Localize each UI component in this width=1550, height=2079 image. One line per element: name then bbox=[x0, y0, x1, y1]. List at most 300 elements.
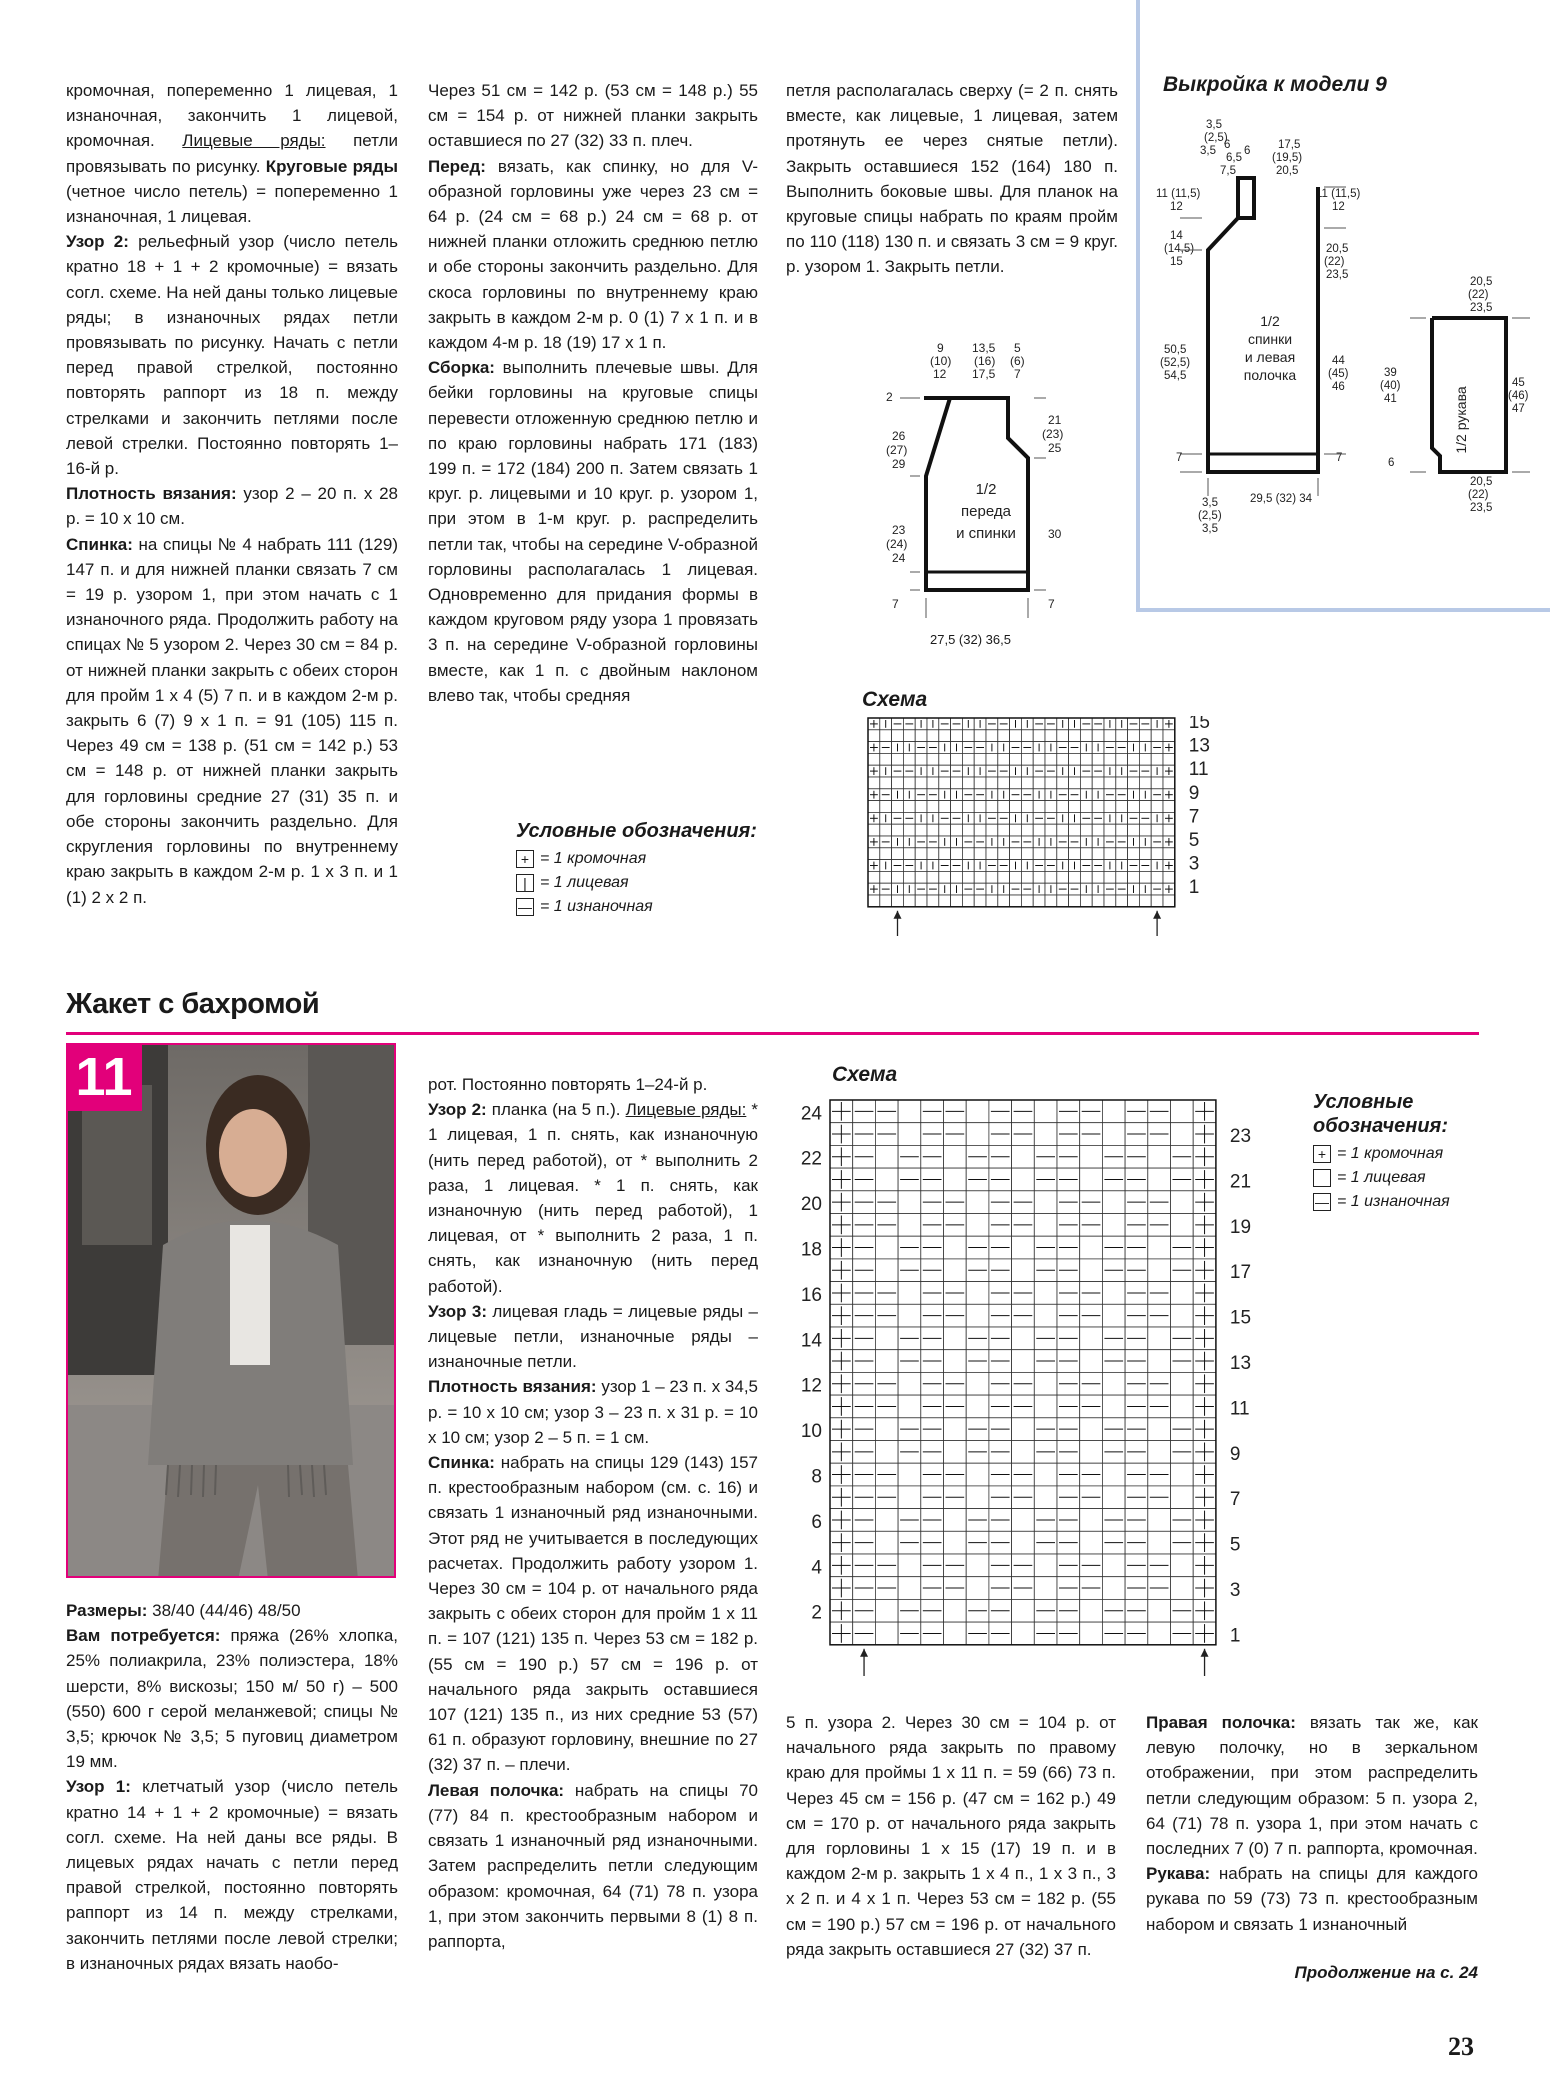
paragraph bbox=[786, 1710, 1116, 1962]
chart-cell bbox=[1010, 753, 1022, 765]
chart-cell bbox=[1057, 730, 1069, 742]
dim-label: (27) bbox=[886, 443, 908, 457]
chart-cell bbox=[1057, 848, 1069, 860]
dim-label: (23) bbox=[1042, 427, 1064, 441]
chart-cell bbox=[880, 848, 892, 860]
row-number: 21 bbox=[1229, 1171, 1252, 1193]
chart-cell bbox=[915, 777, 927, 789]
paragraph bbox=[1146, 1710, 1478, 1861]
dim-label: (2,5) bbox=[1204, 132, 1228, 144]
chart-cell bbox=[1148, 1531, 1171, 1554]
chart-cell bbox=[1069, 777, 1081, 789]
chart-cell bbox=[927, 730, 939, 742]
chart-cell bbox=[1010, 801, 1022, 813]
chart-cell bbox=[951, 730, 963, 742]
pattern-diagram bbox=[1140, 110, 1546, 550]
chart-cell bbox=[1171, 1100, 1194, 1123]
chart-cell bbox=[1010, 848, 1022, 860]
chart-cell bbox=[986, 871, 998, 883]
chart-cell bbox=[1069, 824, 1081, 836]
chart-cell bbox=[898, 1577, 921, 1600]
dim-label: 13,5 bbox=[972, 341, 996, 355]
legend-row-edge bbox=[516, 847, 757, 871]
chart-cell bbox=[898, 1282, 921, 1305]
chart-cell bbox=[1139, 777, 1151, 789]
chart-cell bbox=[1104, 824, 1116, 836]
piece-label: 1/2 bbox=[975, 481, 997, 498]
legend-row-knit bbox=[1313, 1166, 1493, 1190]
dim-label: 3,5 bbox=[1202, 523, 1218, 535]
chart-cell bbox=[1104, 848, 1116, 860]
chart-cell bbox=[1021, 848, 1033, 860]
chart-cell bbox=[1034, 1191, 1057, 1214]
piece-label: переда bbox=[961, 503, 1011, 520]
chart-cell bbox=[1116, 871, 1128, 883]
chart-cell bbox=[1104, 730, 1116, 742]
chart-cell bbox=[962, 730, 974, 742]
chart-cell bbox=[1033, 801, 1045, 813]
chart-cell bbox=[1057, 895, 1069, 907]
top-legend bbox=[516, 820, 757, 919]
chart-cell bbox=[1010, 730, 1022, 742]
chart-cell bbox=[1163, 871, 1175, 883]
chart-cell bbox=[927, 753, 939, 765]
chart-cell bbox=[944, 1327, 967, 1350]
chart-cell bbox=[966, 1191, 989, 1214]
chart-cell bbox=[1148, 1441, 1171, 1464]
chart-cell bbox=[986, 730, 998, 742]
repeat-arrow-head bbox=[1153, 911, 1161, 919]
chart-cell bbox=[1139, 730, 1151, 742]
chart-cell bbox=[1148, 1327, 1171, 1350]
chart-cell bbox=[1069, 871, 1081, 883]
chart-cell bbox=[927, 848, 939, 860]
chart-cell bbox=[1148, 1509, 1171, 1532]
legend-label: = 1 изнаночная bbox=[540, 898, 653, 915]
paragraph bbox=[428, 1097, 758, 1299]
chart-cell bbox=[986, 824, 998, 836]
text-run: вязать, как спинку, но для V-образной горловины уже через 23 см = 64 р. (24 см = 68 р.) 24 см = 68 р. от нижней планки отложить среднюю петлю и обе стороны закончить раздельно. Для скоса горловины по внутреннему краю закрыть в каждом 2-м р. 0 (1) 7 x 1 п. и в каждом 4-м р. 18 (19) 17 x 1 п. bbox=[428, 156, 758, 353]
chart-cell bbox=[898, 1554, 921, 1577]
row-number: 15 bbox=[1188, 716, 1210, 734]
bold-run: Узор 2: bbox=[428, 1100, 487, 1120]
piece-label: и левая bbox=[1244, 349, 1296, 365]
chart-cell bbox=[1171, 1554, 1194, 1577]
chart-cell bbox=[1012, 1531, 1035, 1554]
chart-cell bbox=[1139, 753, 1151, 765]
chart-cell bbox=[1171, 1214, 1194, 1237]
bold-run: Перед: bbox=[428, 156, 486, 176]
dim-label: 30 bbox=[1048, 527, 1062, 541]
chart-cell bbox=[892, 895, 904, 907]
chart-cell bbox=[1010, 824, 1022, 836]
chart-cell bbox=[1034, 1214, 1057, 1237]
chart-cell bbox=[1021, 871, 1033, 883]
chart-cell bbox=[1080, 1168, 1103, 1191]
chart-cell bbox=[1148, 1599, 1171, 1622]
chart-cell bbox=[951, 777, 963, 789]
chart-cell bbox=[1080, 1418, 1103, 1441]
chart-cell bbox=[1128, 895, 1140, 907]
chart-cell bbox=[1080, 1622, 1103, 1645]
top-scheme-title: Схема bbox=[862, 688, 928, 711]
row-number: 22 bbox=[800, 1148, 822, 1170]
chart-cell bbox=[1080, 871, 1092, 883]
chart-cell bbox=[998, 848, 1010, 860]
row-number: 11 bbox=[1188, 759, 1209, 781]
chart-cell bbox=[1080, 1259, 1103, 1282]
chart-cell bbox=[998, 871, 1010, 883]
row-number: 17 bbox=[1229, 1262, 1252, 1284]
chart-cell bbox=[875, 1259, 898, 1282]
chart-cell bbox=[974, 848, 986, 860]
row-number: 4 bbox=[811, 1557, 822, 1579]
chart-cell bbox=[1021, 777, 1033, 789]
paragraph bbox=[428, 78, 758, 154]
chart-cell bbox=[1148, 1236, 1171, 1259]
chart-cell bbox=[1163, 777, 1175, 789]
paragraph bbox=[428, 1072, 758, 1097]
chart-cell bbox=[915, 801, 927, 813]
chart-cell bbox=[966, 1395, 989, 1418]
row-number: 20 bbox=[800, 1194, 822, 1216]
chart-cell bbox=[1080, 1236, 1103, 1259]
dim-label: (16) bbox=[974, 354, 996, 368]
chart-cell bbox=[1116, 753, 1128, 765]
chart-cell bbox=[915, 730, 927, 742]
edge-stitch-icon: + bbox=[516, 850, 534, 868]
chart-cell bbox=[1092, 824, 1104, 836]
chart-cell bbox=[1128, 848, 1140, 860]
chart-cell bbox=[966, 1554, 989, 1577]
top-text-col-2 bbox=[428, 78, 758, 708]
row-number: 19 bbox=[1229, 1216, 1252, 1238]
bold-run: Узор 3: bbox=[428, 1301, 487, 1321]
chart-cell bbox=[1034, 1282, 1057, 1305]
chart-cell bbox=[1021, 824, 1033, 836]
dim-label: 7 bbox=[1014, 367, 1021, 381]
chart-cell bbox=[1080, 801, 1092, 813]
bold-run: Правая полочка: bbox=[1146, 1713, 1296, 1732]
row-number: 9 bbox=[1188, 782, 1200, 804]
chart-cell bbox=[966, 1214, 989, 1237]
chart-cell bbox=[868, 777, 880, 789]
chart-cell bbox=[1116, 777, 1128, 789]
chart-cell bbox=[1104, 801, 1116, 813]
dim-label: 7 bbox=[1048, 597, 1055, 611]
chart-cell bbox=[1128, 824, 1140, 836]
bold-run: Плотность вязания: bbox=[66, 484, 237, 504]
dim-label: 25 bbox=[1048, 441, 1062, 455]
chart-cell bbox=[1012, 1145, 1035, 1168]
chart-cell bbox=[1102, 1191, 1125, 1214]
knit-stitch-icon: | bbox=[516, 874, 534, 892]
chart-cell bbox=[1171, 1463, 1194, 1486]
photo-image bbox=[68, 1045, 396, 1578]
repeat-arrow-head bbox=[1201, 1649, 1209, 1657]
dim-label: 6 bbox=[1224, 139, 1231, 151]
chart-cell bbox=[898, 1372, 921, 1395]
bottom-scheme-grid bbox=[790, 1096, 1270, 1676]
bold-run: Рукава: bbox=[1146, 1864, 1211, 1884]
text-run: набрать на спицы 70 (77) 84 п. крестообразным набором и связать 1 изнаночный ряд изнаночными. Затем распределить петли следующим образом: кромочная, 64 (71) 78 п. узора 1, при этом закончить первыми 8 (1) 8 п. раппорта, bbox=[428, 1780, 758, 1951]
text-run: Через 51 см = 142 р. (53 см = 148 р.) 55 см = 154 р. от нижней планки закрыть оставшиеся по 27 (32) 33 п. плеч. bbox=[428, 81, 758, 151]
chart-cell bbox=[927, 895, 939, 907]
chart-cell bbox=[998, 824, 1010, 836]
chart-cell bbox=[1080, 1509, 1103, 1532]
chart-cell bbox=[898, 1395, 921, 1418]
chart-cell bbox=[1034, 1304, 1057, 1327]
chart-cell bbox=[1171, 1372, 1194, 1395]
chart-cell bbox=[1069, 895, 1081, 907]
chart-cell bbox=[962, 848, 974, 860]
bottom-text-col-4 bbox=[1146, 1710, 1478, 1937]
chart-cell bbox=[1151, 824, 1163, 836]
dim-label: 23,5 bbox=[1470, 302, 1493, 314]
chart-cell bbox=[903, 871, 915, 883]
paragraph bbox=[66, 1623, 398, 1774]
piece-label: полочка bbox=[1243, 367, 1297, 383]
chart-cell bbox=[944, 1509, 967, 1532]
chart-cell bbox=[1045, 753, 1057, 765]
chart-cell bbox=[1151, 730, 1163, 742]
chart-cell bbox=[1092, 871, 1104, 883]
chart-cell bbox=[892, 730, 904, 742]
front-back-diagram bbox=[870, 340, 1090, 620]
dim-label: 11 (11,5) bbox=[1316, 188, 1361, 200]
chart-cell bbox=[1080, 730, 1092, 742]
text-run: рот. Постоянно повторять 1–24-й р. bbox=[428, 1075, 708, 1094]
chart-cell bbox=[962, 824, 974, 836]
dim-label: 12 bbox=[1170, 201, 1183, 213]
chart-cell bbox=[915, 848, 927, 860]
dim-label: 7 bbox=[892, 597, 899, 611]
bottom-legend-title: Условные обозначения: bbox=[1313, 1091, 1448, 1137]
chart-cell bbox=[903, 777, 915, 789]
row-number: 7 bbox=[1188, 806, 1200, 828]
chart-cell bbox=[875, 1327, 898, 1350]
paragraph bbox=[428, 355, 758, 708]
chart-cell bbox=[927, 871, 939, 883]
bold-run: Узор 2: bbox=[66, 232, 129, 252]
dim-label: (45) bbox=[1328, 368, 1349, 380]
row-number: 23 bbox=[1229, 1125, 1252, 1147]
chart-cell bbox=[1034, 1372, 1057, 1395]
chart-cell bbox=[892, 753, 904, 765]
chart-cell bbox=[1139, 895, 1151, 907]
chart-cell bbox=[892, 801, 904, 813]
chart-cell bbox=[966, 1577, 989, 1600]
chart-cell bbox=[1045, 801, 1057, 813]
chart-cell bbox=[1069, 753, 1081, 765]
chart-cell bbox=[927, 801, 939, 813]
chart-cell bbox=[1102, 1554, 1125, 1577]
dim-label: (19,5) bbox=[1272, 152, 1303, 164]
chart-cell bbox=[875, 1418, 898, 1441]
chart-cell bbox=[1128, 777, 1140, 789]
chart-cell bbox=[944, 1350, 967, 1373]
text-run: 5 п. узора 2. Через 30 см = 104 р. от начального ряда закрыть по правому краю для проймы 1 x 11 п. = 59 (66) 73 п. Через 45 см = 156 р. (47 см = 162 р.) 49 см = 170 р. от начального ряда закрыть для горловины 1 x 15 (17) 19 п. и в каждом 2-м р. закрыть 1 x 4 п., 1 x 3 п., 3 x 2 п. и 4 x 1 п. Через 53 см = 182 р. (55 см = 190 р.) 57 см = 196 р. от начального ряда закрыть оставшиеся 27 (32) 37 п. bbox=[786, 1713, 1116, 1959]
text-run: рельефный узор (число петель кратно 18 + 1 + 2 кромочные) = вязать согл. схеме. На ней даны только лицевые ряды; в изнаночных рядах петли провязывать по рисунку. Начать с петли перед правой стрелкой, постоянно повторять раппорт из 18 п. между стрелками и закончить петлями после левой стрелки. Постоянно повторять 1–16-й р. bbox=[66, 232, 398, 479]
chart-cell bbox=[915, 824, 927, 836]
dim-label: 12 bbox=[1332, 201, 1345, 213]
legend-label: = 1 изнаночная bbox=[1337, 1193, 1450, 1210]
chart-cell bbox=[1080, 777, 1092, 789]
chart-cell bbox=[1033, 848, 1045, 860]
chart-cell bbox=[880, 895, 892, 907]
chart-cell bbox=[875, 1236, 898, 1259]
chart-cell bbox=[1045, 895, 1057, 907]
piece-label: и спинки bbox=[956, 525, 1016, 542]
chart-cell bbox=[966, 1123, 989, 1146]
dim-label: (22) bbox=[1468, 289, 1489, 301]
chart-cell bbox=[998, 753, 1010, 765]
chart-cell bbox=[1012, 1259, 1035, 1282]
bottom-scheme-title: Схема bbox=[832, 1063, 898, 1086]
chart-cell bbox=[903, 801, 915, 813]
text-run: кромочная, попеременно 1 лицевая, 1 изнаночная, закончить 1 лицевой, кромочная. bbox=[66, 81, 398, 151]
chart-cell bbox=[1092, 730, 1104, 742]
dim-label: 9 bbox=[937, 341, 944, 355]
dim-label: 20,5 bbox=[1470, 476, 1493, 488]
chart-cell bbox=[1163, 730, 1175, 742]
text-run: петли провязывать по рисунку. bbox=[66, 131, 398, 176]
chart-cell bbox=[1045, 730, 1057, 742]
chart-cell bbox=[1171, 1282, 1194, 1305]
chart-cell bbox=[962, 871, 974, 883]
chart-cell bbox=[974, 871, 986, 883]
chart-cell bbox=[974, 777, 986, 789]
text-run: на спицы № 4 набрать 111 (129) 147 п. и для нижней планки связать 7 см = 19 р. узором 1, при этом начать с 1 изнаночного ряда. Продолжить работу на спицах № 5 узором 2. Через 30 см = 84 р. от нижней планки закрыть с обеих сторон для пройм 1 x 4 (5) 7 п. и в каждом 2-м р. закрыть 6 (7) 9 x 1 п. = 91 (105) 115 п. Через 49 см = 138 р. (51 см = 142 р.) 53 см = 148 р. от нижней планки закрыть для горловины средние 27 (31) 35 п. и обе стороны закончить раздельно. Для скругления горловины по внутреннему краю закрыть в каждом 2-м р. 1 x 3 п. и 1 (1) 2 x 2 п. bbox=[66, 534, 398, 907]
dim-label: 23,5 bbox=[1470, 502, 1493, 514]
row-number: 10 bbox=[800, 1421, 822, 1443]
chart-cell bbox=[1034, 1463, 1057, 1486]
dim-label: 54,5 bbox=[1164, 370, 1187, 382]
chart-cell bbox=[875, 1599, 898, 1622]
row-number: 6 bbox=[811, 1511, 822, 1533]
chart-cell bbox=[1171, 1123, 1194, 1146]
chart-cell bbox=[944, 1145, 967, 1168]
paragraph bbox=[1146, 1861, 1478, 1937]
chart-cell bbox=[1151, 895, 1163, 907]
chart-cell bbox=[1104, 871, 1116, 883]
chart-cell bbox=[1151, 801, 1163, 813]
chart-cell bbox=[1163, 824, 1175, 836]
dim-label: 29,5 (32) 34 bbox=[1250, 493, 1313, 505]
chart-cell bbox=[915, 895, 927, 907]
chart-cell bbox=[1010, 871, 1022, 883]
chart-cell bbox=[880, 871, 892, 883]
chart-cell bbox=[880, 777, 892, 789]
paragraph bbox=[66, 481, 398, 531]
chart-cell bbox=[1012, 1327, 1035, 1350]
chart-cell bbox=[1102, 1100, 1125, 1123]
top-scheme-grid bbox=[862, 716, 1272, 936]
chart-cell bbox=[903, 848, 915, 860]
chart-cell bbox=[1102, 1282, 1125, 1305]
dim-label: 12 bbox=[933, 367, 947, 381]
chart-cell bbox=[986, 777, 998, 789]
dim-label: 6 bbox=[1244, 145, 1251, 157]
chart-cell bbox=[1021, 895, 1033, 907]
dim-label: 23,5 bbox=[1326, 269, 1349, 281]
chart-cell bbox=[966, 1486, 989, 1509]
chart-cell bbox=[1080, 1441, 1103, 1464]
chart-cell bbox=[1104, 753, 1116, 765]
dim-label: 24 bbox=[892, 551, 906, 565]
chart-cell bbox=[880, 824, 892, 836]
dim-label: 7,5 bbox=[1220, 165, 1236, 177]
dim-label: 6 bbox=[1388, 457, 1395, 469]
chart-cell bbox=[1139, 801, 1151, 813]
dim-label: (46) bbox=[1508, 390, 1529, 402]
dim-label: 20,5 bbox=[1276, 165, 1299, 177]
text-run: набрать на спицы 129 (143) 157 п. крестообразным набором (см. с. 16) и связать 1 изнаночный ряд изнаночными. Этот ряд не учитывается в последующих расчетах. Продолжить работу узором 1. Через 30 см = 104 р. от начального ряда закрыть с обеих сторон для пройм 1 x 11 п. = 107 (121) 135 п. Через 53 см = 182 р. (55 см = 190 р.) 57 см = 196 р. от начального ряда закрыть оставшиеся 107 (121) 135 п., из них средние 53 (57) 61 п. образуют горловину, внешние по 27 (32) 37 п. – плечи. bbox=[428, 1453, 758, 1775]
piece-label: 1/2 bbox=[1260, 313, 1280, 329]
chart-cell bbox=[986, 848, 998, 860]
chart-cell bbox=[974, 753, 986, 765]
text-run: * 1 лицевая, 1 п. снять, как изнаночную (нить перед работой), от * выполнить 2 раза, 1 лицевая. * 1 п. снять, как изнаночную (нить перед работой), 1 лицевая, от * выполнить 2 раза, 1 п. снять, как изнаночную (нить перед работой). bbox=[428, 1100, 759, 1296]
chart-cell bbox=[944, 1531, 967, 1554]
bottom-text-col-3 bbox=[786, 1710, 1116, 1962]
chart-cell bbox=[944, 1418, 967, 1441]
dim-label: 11 (11,5) bbox=[1156, 188, 1201, 200]
dim-label: 26 bbox=[892, 429, 906, 443]
chart-cell bbox=[1080, 1531, 1103, 1554]
legend-row-purl bbox=[516, 895, 757, 919]
chart-cell bbox=[939, 871, 951, 883]
dim-label: 3,5 bbox=[1206, 119, 1222, 131]
sleeve-label: 1/2 рукава bbox=[1453, 386, 1469, 454]
paragraph bbox=[428, 1374, 758, 1450]
pattern-title: Выкройка к модели 9 bbox=[1163, 73, 1387, 96]
dim-label: 50,5 bbox=[1164, 344, 1187, 356]
chart-cell bbox=[898, 1486, 921, 1509]
chart-cell bbox=[966, 1100, 989, 1123]
edge-stitch-icon: + bbox=[1313, 1145, 1331, 1163]
chart-cell bbox=[939, 777, 951, 789]
bottom-text-col-1 bbox=[66, 1598, 398, 1976]
dim-label: 21 bbox=[1048, 413, 1062, 427]
chart-cell bbox=[1069, 848, 1081, 860]
chart-cell bbox=[1171, 1191, 1194, 1214]
legend-label: = 1 лицевая bbox=[540, 874, 629, 891]
bold-run: Спинка: bbox=[428, 1453, 495, 1473]
chart-cell bbox=[868, 730, 880, 742]
chart-cell bbox=[892, 871, 904, 883]
page-number: 23 bbox=[1448, 2032, 1474, 2061]
dim-label: 2 bbox=[886, 390, 893, 404]
model-photo bbox=[66, 1043, 396, 1578]
chart-cell bbox=[951, 848, 963, 860]
chart-cell bbox=[1102, 1372, 1125, 1395]
text-run: (четное число петель) = попеременно 1 изнаночная, 1 лицевая. bbox=[66, 181, 398, 227]
chart-cell bbox=[898, 1123, 921, 1146]
chart-cell bbox=[998, 777, 1010, 789]
row-number: 15 bbox=[1229, 1307, 1252, 1329]
dim-label: 3,5 bbox=[1202, 497, 1218, 509]
chart-cell bbox=[951, 753, 963, 765]
chart-cell bbox=[1128, 801, 1140, 813]
model-number-badge: 11 bbox=[66, 1043, 142, 1111]
chart-cell bbox=[1163, 895, 1175, 907]
legend-row-edge bbox=[1313, 1142, 1493, 1166]
chart-cell bbox=[1102, 1395, 1125, 1418]
chart-cell bbox=[880, 801, 892, 813]
paragraph bbox=[428, 1299, 758, 1375]
chart-cell bbox=[868, 801, 880, 813]
bold-run: Круговые ряды bbox=[265, 156, 398, 176]
